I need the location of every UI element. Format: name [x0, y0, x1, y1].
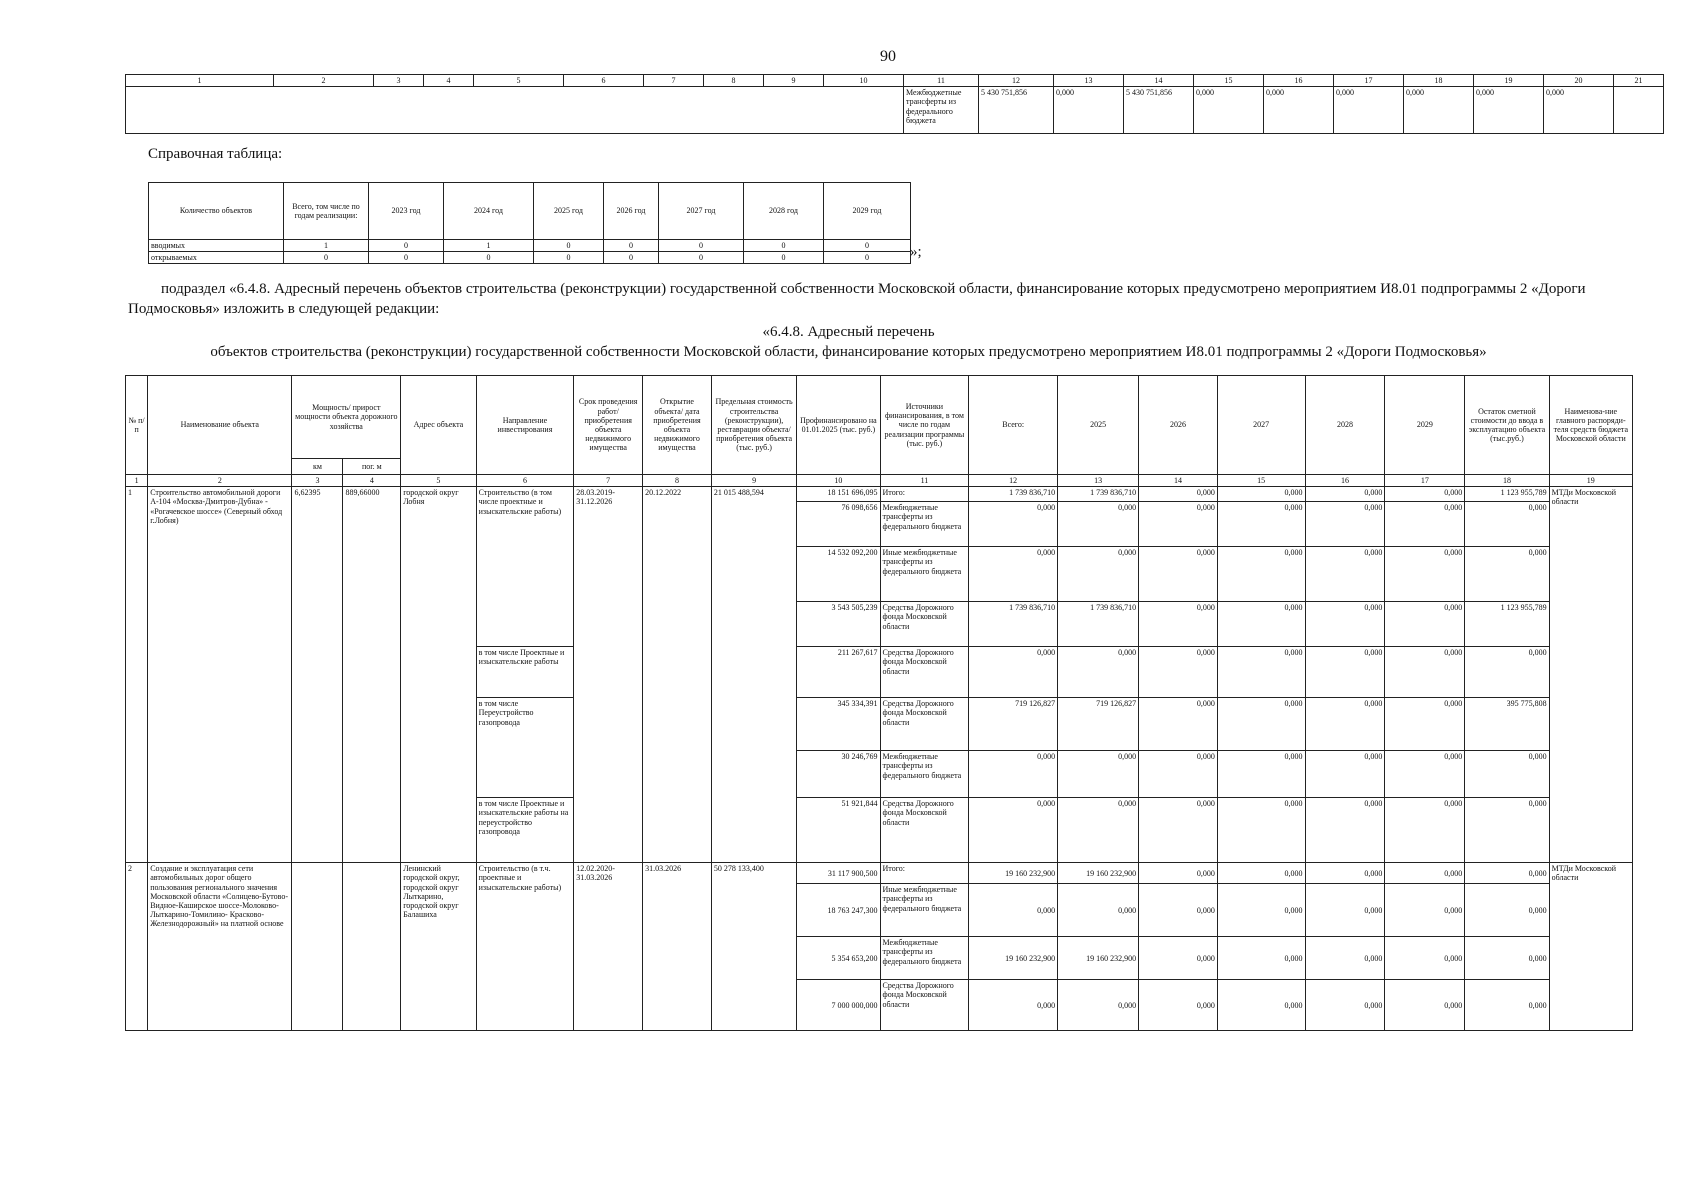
table-row [126, 87, 1664, 134]
value-cell: 0,000 [1305, 863, 1385, 884]
col-number: 15 [1217, 475, 1305, 487]
value-cell: 0,000 [1058, 502, 1139, 547]
value-cell: 0,000 [1058, 980, 1139, 1031]
col-number: 6 [564, 75, 644, 87]
value-cell: 0,000 [1385, 884, 1465, 937]
value-cell: 0 [659, 240, 744, 252]
value-cell: 0,000 [1139, 937, 1218, 980]
investment-direction: Строительство (в том числе проектные и изыскательские работы) [476, 487, 574, 647]
value-cell: 0,000 [1305, 884, 1385, 937]
prefinanced-value: 18 151 696,095 [797, 487, 880, 502]
value-cell: 0,000 [1305, 980, 1385, 1031]
value-cell: 0,000 [1465, 884, 1549, 937]
reference-table-title: Справочная таблица: [148, 146, 283, 162]
header-administrator: Наименова-ние главного распоряди-теля средств бюджета Московской области [1549, 376, 1632, 475]
opening-date: 20.12.2022 [643, 487, 712, 863]
value-cell: 0,000 [1385, 798, 1465, 863]
col-number: 13 [1054, 75, 1124, 87]
opening-date: 31.03.2026 [643, 863, 712, 1031]
value-cell: 0,000 [1305, 798, 1385, 863]
value-cell: 0,000 [1305, 751, 1385, 798]
value-cell: 0 [744, 240, 824, 252]
value-cell: 19 160 232,900 [969, 863, 1058, 884]
value-cell: 0,000 [1217, 798, 1305, 863]
col-number: 4 [343, 475, 401, 487]
value-cell: 1 739 836,710 [969, 602, 1058, 647]
value-cell: 0,000 [1474, 87, 1544, 134]
value-cell: 1 [284, 240, 369, 252]
empty-cell [1614, 87, 1664, 134]
prefinanced-value: 3 543 505,239 [797, 602, 880, 647]
value-cell: 0 [534, 252, 604, 264]
investment-direction-sub: в том числе Проектные и изыскательские работы на переустройство газопровода [476, 798, 574, 863]
col-number: 7 [644, 75, 704, 87]
value-cell: 0,000 [1139, 980, 1218, 1031]
header-cell: 2026 год [604, 183, 659, 240]
value-cell: 0,000 [1305, 937, 1385, 980]
value-cell: 0 [369, 252, 444, 264]
value-cell: 0,000 [969, 798, 1058, 863]
value-cell: 0,000 [1139, 647, 1218, 698]
col-number: 7 [574, 475, 643, 487]
col-number: 10 [824, 75, 904, 87]
closing-quote: »; [910, 244, 922, 260]
funding-source: Средства Дорожного фонда Московской области [880, 798, 969, 863]
col-number: 5 [474, 75, 564, 87]
col-number: 17 [1385, 475, 1465, 487]
col-number: 1 [126, 475, 148, 487]
value-cell: 0,000 [1139, 602, 1218, 647]
value-cell: 0,000 [969, 980, 1058, 1031]
header-year: 2025 [1058, 376, 1139, 475]
prefinanced-value: 30 246,769 [797, 751, 880, 798]
value-cell: 0,000 [1385, 863, 1465, 884]
col-number: 17 [1334, 75, 1404, 87]
col-number: 8 [704, 75, 764, 87]
col-number: 9 [764, 75, 824, 87]
reference-header-row [149, 183, 911, 240]
header-name: Наименование объекта [148, 376, 292, 475]
col-number: 19 [1549, 475, 1632, 487]
funding-source: Итого: [880, 863, 969, 884]
value-cell: 0,000 [1334, 87, 1404, 134]
budget-administrator: МТДи Московской области [1549, 863, 1632, 1031]
value-cell: 0,000 [1544, 87, 1614, 134]
prefinanced-value: 18 763 247,300 [797, 884, 880, 937]
value-cell: 0,000 [1217, 937, 1305, 980]
value-cell: 0,000 [1385, 547, 1465, 602]
value-cell: 1 739 836,710 [1058, 487, 1139, 502]
value-cell: 0,000 [1404, 87, 1474, 134]
header-km: км [292, 459, 343, 475]
prefinanced-value: 76 098,656 [797, 502, 880, 547]
value-cell: 0 [284, 252, 369, 264]
value-cell: 0,000 [1305, 602, 1385, 647]
value-cell: 0,000 [1465, 647, 1549, 698]
col-number: 11 [904, 75, 979, 87]
funding-source: Межбюджетные трансферты из федерального бюджета [904, 87, 979, 134]
header-num: № п/п [126, 376, 148, 475]
value-cell: 0,000 [1139, 798, 1218, 863]
value-cell: 0,000 [1139, 884, 1218, 937]
value-cell: 0,000 [1139, 863, 1218, 884]
funding-source: Иные межбюджетные трансферты из федерального бюджета [880, 547, 969, 602]
value-cell: 0,000 [1139, 698, 1218, 751]
section-title-line1: «6.4.8. Адресный перечень [762, 324, 935, 340]
col-number: 4 [424, 75, 474, 87]
value-cell: 5 430 751,856 [1124, 87, 1194, 134]
empty-cell [126, 87, 904, 134]
table-row [126, 487, 1633, 502]
table-row [149, 252, 911, 264]
prefinanced-value: 7 000 000,000 [797, 980, 880, 1031]
funding-source: Межбюджетные трансферты из федерального бюджета [880, 937, 969, 980]
value-cell: 0,000 [1139, 487, 1218, 502]
col-number: 20 [1544, 75, 1614, 87]
col-number: 19 [1474, 75, 1544, 87]
object-name: Создание и эксплуатация сети автомобильных дорог общего пользования регионального значения Московской области «Солнцево-Бутово-Видное-Каширское шоссе-Молоково-Лыткарино-Томилино- Красково-Железнодорожный» на платной основе [148, 863, 292, 1031]
value-cell: 0,000 [1385, 502, 1465, 547]
limit-cost: 21 015 488,594 [711, 487, 796, 863]
budget-administrator: МТДи Московской области [1549, 487, 1632, 863]
limit-cost: 50 278 133,400 [711, 863, 796, 1031]
investment-direction-sub: в том числе Проектные и изыскательские работы [476, 647, 574, 698]
value-cell: 0,000 [1385, 698, 1465, 751]
col-number: 16 [1264, 75, 1334, 87]
prefinanced-value: 51 921,844 [797, 798, 880, 863]
col-number: 10 [797, 475, 880, 487]
value-cell: 0 [744, 252, 824, 264]
prefinanced-value: 345 334,391 [797, 698, 880, 751]
value-cell: 0,000 [969, 647, 1058, 698]
value-cell: 0,000 [1058, 798, 1139, 863]
prefinanced-value: 31 117 900,500 [797, 863, 880, 884]
value-cell: 0 [534, 240, 604, 252]
header-year: 2026 [1139, 376, 1218, 475]
value-cell: 0,000 [1058, 547, 1139, 602]
value-cell: 0,000 [1058, 647, 1139, 698]
object-address: Ленинский городской округ, городской округ Лыткарино, городской округ Балашиха [401, 863, 476, 1031]
row-label: вводимых [149, 240, 284, 252]
col-number: 2 [148, 475, 292, 487]
value-cell: 0,000 [1465, 502, 1549, 547]
col-number: 2 [274, 75, 374, 87]
value-cell: 0,000 [1465, 980, 1549, 1031]
column-numbers-row [126, 75, 1664, 87]
funding-source: Межбюджетные трансферты из федерального бюджета [880, 751, 969, 798]
value-cell: 1 123 955,789 [1465, 487, 1549, 502]
col-number: 6 [476, 475, 574, 487]
value-cell: 0,000 [1217, 487, 1305, 502]
value-cell: 19 160 232,900 [1058, 937, 1139, 980]
value-cell: 0,000 [1217, 698, 1305, 751]
value-cell: 0,000 [969, 751, 1058, 798]
col-number: 8 [643, 475, 712, 487]
column-numbers-row [126, 475, 1633, 487]
value-cell: 0,000 [1217, 602, 1305, 647]
value-cell: 0,000 [1217, 884, 1305, 937]
header-prefinanced: Профинансировано на 01.01.2025 (тыс. руб.) [797, 376, 880, 475]
header-pm: пог. м [343, 459, 401, 475]
header-sources: Источники финансирования, в том числе по годам реализации программы (тыс. руб.) [880, 376, 969, 475]
col-number: 16 [1305, 475, 1385, 487]
value-cell: 0,000 [1058, 751, 1139, 798]
col-number: 1 [126, 75, 274, 87]
col-number: 21 [1614, 75, 1664, 87]
capacity-pm [343, 863, 401, 1031]
amendment-paragraph: подраздел «6.4.8. Адресный перечень объектов строительства (реконструкции) государственной собственности Московской области, финансирование которых предусмотрено мероприятием И8.01 подпрограммы 2 «Дороги Подмосковья» изложить в следующей редакции: [128, 281, 1586, 318]
value-cell: 0,000 [1139, 502, 1218, 547]
investment-direction-sub: в том числе Переустройство газопровода [476, 698, 574, 798]
row-label: открываемых [149, 252, 284, 264]
value-cell: 0,000 [969, 547, 1058, 602]
value-cell: 0 [369, 240, 444, 252]
value-cell: 0,000 [1264, 87, 1334, 134]
work-term: 28.03.2019-31.12.2026 [574, 487, 643, 863]
object-number: 1 [126, 487, 148, 863]
value-cell: 0,000 [1217, 547, 1305, 602]
prefinanced-value: 14 532 092,200 [797, 547, 880, 602]
page-number: 90 [880, 48, 896, 65]
col-number: 11 [880, 475, 969, 487]
value-cell: 0,000 [1305, 547, 1385, 602]
header-capacity: Мощность/ прирост мощности объекта дорожного хозяйства [292, 376, 401, 459]
table-row [126, 863, 1633, 884]
header-cell: 2023 год [369, 183, 444, 240]
funding-source: Средства Дорожного фонда Московской области [880, 980, 969, 1031]
value-cell: 0,000 [1465, 751, 1549, 798]
value-cell: 0,000 [1385, 602, 1465, 647]
value-cell: 0,000 [1465, 547, 1549, 602]
value-cell: 5 430 751,856 [979, 87, 1054, 134]
header-year: 2028 [1305, 376, 1385, 475]
header-direction: Направление инвестирования [476, 376, 574, 475]
value-cell: 1 123 955,789 [1465, 602, 1549, 647]
header-cell: Количество объектов [149, 183, 284, 240]
value-cell: 0,000 [1465, 863, 1549, 884]
value-cell: 0,000 [1465, 937, 1549, 980]
continuation-table [125, 74, 1664, 134]
value-cell: 0 [824, 240, 911, 252]
header-address: Адрес объекта [401, 376, 476, 475]
capacity-km: 6,62395 [292, 487, 343, 863]
value-cell: 19 160 232,900 [1058, 863, 1139, 884]
value-cell: 719 126,827 [1058, 698, 1139, 751]
value-cell: 0,000 [1217, 751, 1305, 798]
value-cell: 719 126,827 [969, 698, 1058, 751]
value-cell: 0,000 [1139, 547, 1218, 602]
col-number: 18 [1465, 475, 1549, 487]
value-cell: 1 739 836,710 [969, 487, 1058, 502]
header-cell: 2028 год [744, 183, 824, 240]
value-cell: 0,000 [1058, 884, 1139, 937]
header-limit-cost: Предельная стоимость строительства (реконструкции), реставрации объекта/ приобретения объекта (тыс. руб.) [711, 376, 796, 475]
value-cell: 0 [444, 252, 534, 264]
capacity-km [292, 863, 343, 1031]
value-cell: 0,000 [1194, 87, 1264, 134]
header-cell: Всего, том числе по годам реализации: [284, 183, 369, 240]
col-number: 9 [711, 475, 796, 487]
prefinanced-value: 5 354 653,200 [797, 937, 880, 980]
header-total: Всего: [969, 376, 1058, 475]
col-number: 14 [1124, 75, 1194, 87]
table-row [149, 240, 911, 252]
col-number: 18 [1404, 75, 1474, 87]
header-year: 2029 [1385, 376, 1465, 475]
capacity-pm: 889,66000 [343, 487, 401, 863]
col-number: 5 [401, 475, 476, 487]
value-cell: 1 739 836,710 [1058, 602, 1139, 647]
value-cell: 0,000 [1305, 502, 1385, 547]
value-cell: 0,000 [1385, 937, 1465, 980]
value-cell: 0,000 [1217, 647, 1305, 698]
value-cell: 0,000 [1305, 487, 1385, 502]
address-list-table [125, 375, 1633, 1031]
header-year: 2027 [1217, 376, 1305, 475]
value-cell: 1 [444, 240, 534, 252]
reference-table [148, 182, 911, 264]
object-address: городской округ Лобня [401, 487, 476, 863]
col-number: 12 [979, 75, 1054, 87]
main-header-row [126, 376, 1633, 459]
work-term: 12.02.2020-31.03.2026 [574, 863, 643, 1031]
value-cell: 0 [604, 252, 659, 264]
value-cell: 0,000 [1385, 980, 1465, 1031]
value-cell: 0,000 [1305, 698, 1385, 751]
section-title-line2: объектов строительства (реконструкции) государственной собственности Московской области, финансирование которых предусмотрено мероприятием И8.01 подпрограммы 2 «Дороги Подмосковья» [210, 344, 1487, 360]
object-number: 2 [126, 863, 148, 1031]
col-number: 13 [1058, 475, 1139, 487]
funding-source: Средства Дорожного фонда Московской области [880, 602, 969, 647]
value-cell: 0,000 [1217, 863, 1305, 884]
object-name: Строительство автомобильной дороги А-104 «Москва-Дмитров-Дубна» - «Рогачевское шоссе» (Северный обход г.Лобня) [148, 487, 292, 863]
value-cell: 0,000 [969, 884, 1058, 937]
value-cell: 0,000 [1465, 798, 1549, 863]
value-cell: 0,000 [1385, 647, 1465, 698]
investment-direction: Строительство (в т.ч. проектные и изыскательские работы) [476, 863, 574, 1031]
funding-source: Межбюджетные трансферты из федерального бюджета [880, 502, 969, 547]
header-cell: 2029 год [824, 183, 911, 240]
col-number: 15 [1194, 75, 1264, 87]
value-cell: 19 160 232,900 [969, 937, 1058, 980]
value-cell: 0,000 [969, 502, 1058, 547]
value-cell: 0,000 [1054, 87, 1124, 134]
value-cell: 0 [604, 240, 659, 252]
value-cell: 0,000 [1385, 487, 1465, 502]
header-cell: 2027 год [659, 183, 744, 240]
value-cell: 0,000 [1217, 980, 1305, 1031]
col-number: 3 [374, 75, 424, 87]
header-cell: 2024 год [444, 183, 534, 240]
col-number: 14 [1139, 475, 1218, 487]
header-term: Срок проведения работ/ приобретения объекта недвижимого имущества [574, 376, 643, 475]
col-number: 3 [292, 475, 343, 487]
value-cell: 0 [659, 252, 744, 264]
col-number: 12 [969, 475, 1058, 487]
value-cell: 395 775,808 [1465, 698, 1549, 751]
header-opening: Открытие объекта/ дата приобретения объекта недвижимого имущества [643, 376, 712, 475]
value-cell: 0,000 [1305, 647, 1385, 698]
funding-source: Средства Дорожного фонда Московской области [880, 647, 969, 698]
header-remaining: Остаток сметной стоимости до ввода в эксплуатацию объекта (тыс.руб.) [1465, 376, 1549, 475]
funding-source: Иные межбюджетные трансферты из федерального бюджета [880, 884, 969, 937]
value-cell: 0,000 [1217, 502, 1305, 547]
funding-source: Средства Дорожного фонда Московской области [880, 698, 969, 751]
funding-source: Итого: [880, 487, 969, 502]
value-cell: 0,000 [1385, 751, 1465, 798]
value-cell: 0 [824, 252, 911, 264]
prefinanced-value: 211 267,617 [797, 647, 880, 698]
value-cell: 0,000 [1139, 751, 1218, 798]
header-cell: 2025 год [534, 183, 604, 240]
